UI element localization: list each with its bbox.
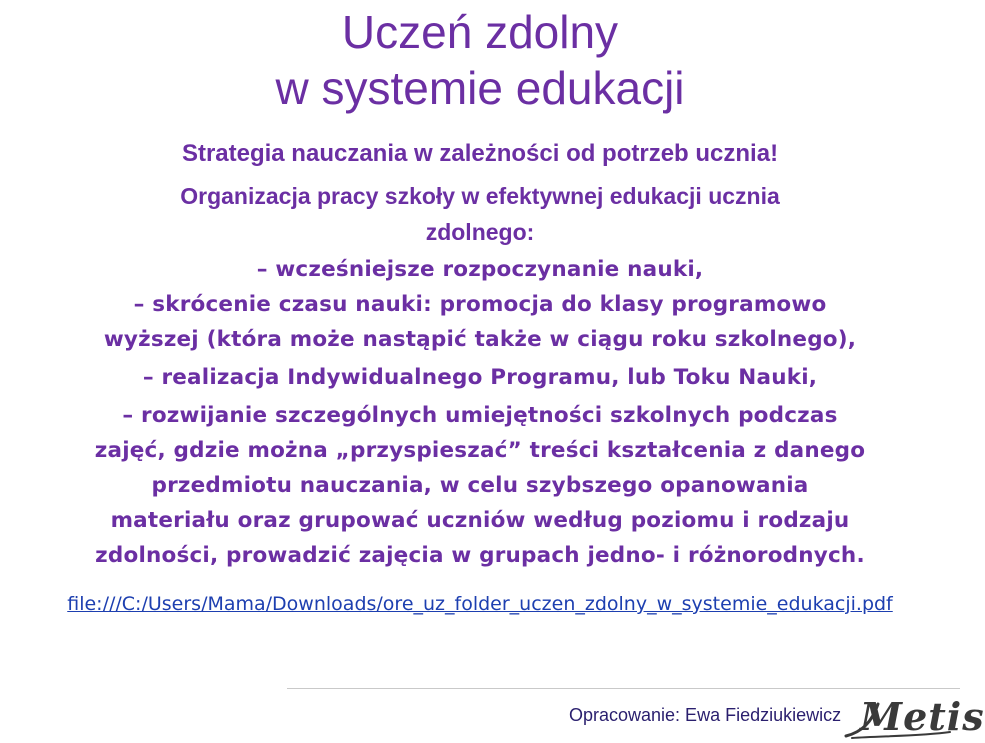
author-credit: Opracowanie: Ewa Fiedziukiewicz — [569, 705, 842, 725]
content-body — [0, 178, 960, 573]
title-line-1: Uczeń zdolny — [341, 6, 619, 58]
dash-bullet: – — [142, 365, 154, 390]
list-item-text: skrócenie czasu nauki: promocja do klasy programowo — [152, 292, 827, 317]
list-item-4-line-5: zdolności, prowadzić zajęcia w grupach jedno- i różnorodnych. — [95, 543, 865, 568]
list-item-text: realizacja Indywidualnego Programu, lub Toku Nauki, — [161, 365, 818, 390]
title-line-2: w systemie edukacji — [275, 62, 685, 114]
metis-logo — [842, 692, 985, 740]
footer-divider — [287, 688, 960, 689]
list-item-4-line-2: zajęć, gdzie można „przyspieszać” treści kształcenia z danego — [94, 438, 866, 463]
page-title — [0, 4, 960, 116]
list-item-3 — [0, 360, 960, 395]
list-item-text: wcześniejsze rozpoczynanie nauki, — [275, 257, 704, 282]
list-item-1 — [0, 252, 960, 287]
dash-bullet: – — [122, 403, 134, 428]
list-item-4-line-3: przedmiotu nauczania, w celu szybszego opanowania — [151, 473, 809, 498]
list-item-2 — [0, 287, 960, 322]
list-item-text: rozwijanie szczególnych umiejętności szkolnych podczas — [141, 403, 838, 428]
intro-line-1: Organizacja pracy szkoły w efektywnej edukacji ucznia — [180, 183, 780, 209]
list-item-4 — [0, 398, 960, 433]
source-file-link[interactable]: file:///C:/Users/Mama/Downloads/ore_uz_folder_uczen_zdolny_w_systemie_edukacji.pdf — [67, 593, 893, 615]
list-item-4-line-4: materiału oraz grupować uczniów według poziomu i rodzaju — [110, 508, 850, 533]
logo-text: Metis — [860, 694, 985, 739]
dash-bullet: – — [133, 292, 145, 317]
dash-bullet: – — [256, 257, 268, 282]
intro-line-2: zdolnego: — [425, 219, 535, 245]
list-item-2-continuation: wyższej (która może nastąpić także w ciągu roku szkolnego), — [103, 327, 857, 352]
subtitle: Strategia nauczania w zależności od potrzeb ucznia! — [181, 140, 779, 167]
